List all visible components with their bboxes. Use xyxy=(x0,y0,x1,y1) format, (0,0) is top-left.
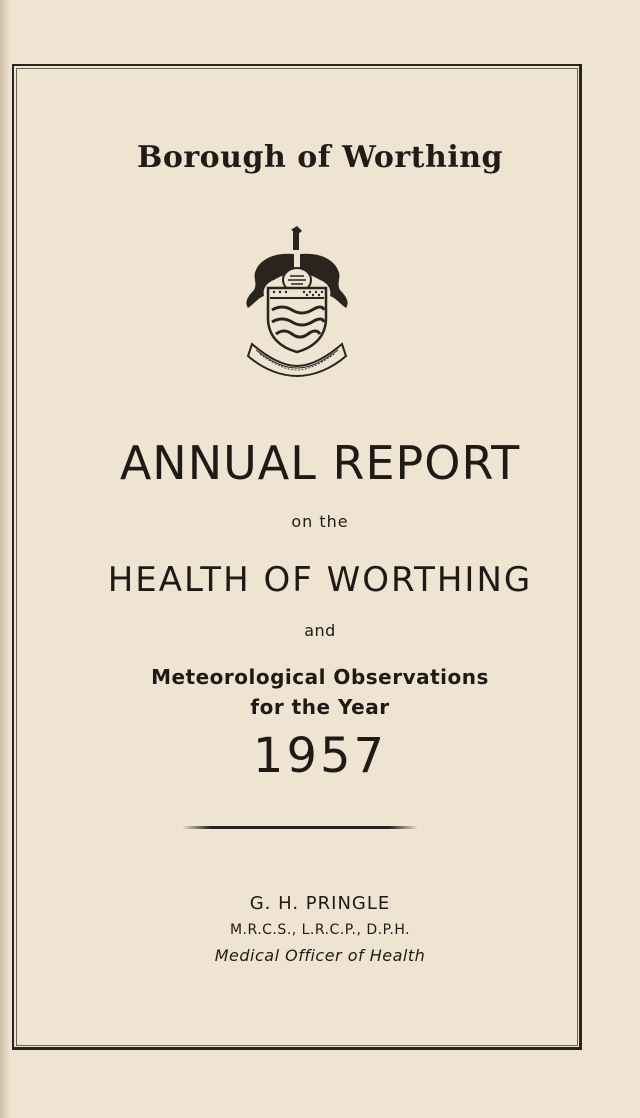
report-title: ANNUAL REPORT xyxy=(119,436,521,490)
report-subject: HEALTH OF WORTHING xyxy=(107,560,533,600)
title-connector-and: and xyxy=(304,621,336,640)
title-connector-on-the: on the xyxy=(291,512,349,531)
report-year: 1957 xyxy=(252,728,388,784)
coat-of-arms-icon xyxy=(234,226,360,378)
author-role: Medical Officer of Health xyxy=(214,946,426,965)
for-the-year-label: for the Year xyxy=(250,695,390,719)
author-name: G. H. PRINGLE xyxy=(249,893,391,914)
borough-heading: Borough of Worthing xyxy=(137,140,503,175)
meteorological-heading: Meteorological Observations xyxy=(151,665,489,689)
divider-rule xyxy=(182,826,418,829)
author-qualifications: M.R.C.S., L.R.C.P., D.P.H. xyxy=(229,922,411,938)
